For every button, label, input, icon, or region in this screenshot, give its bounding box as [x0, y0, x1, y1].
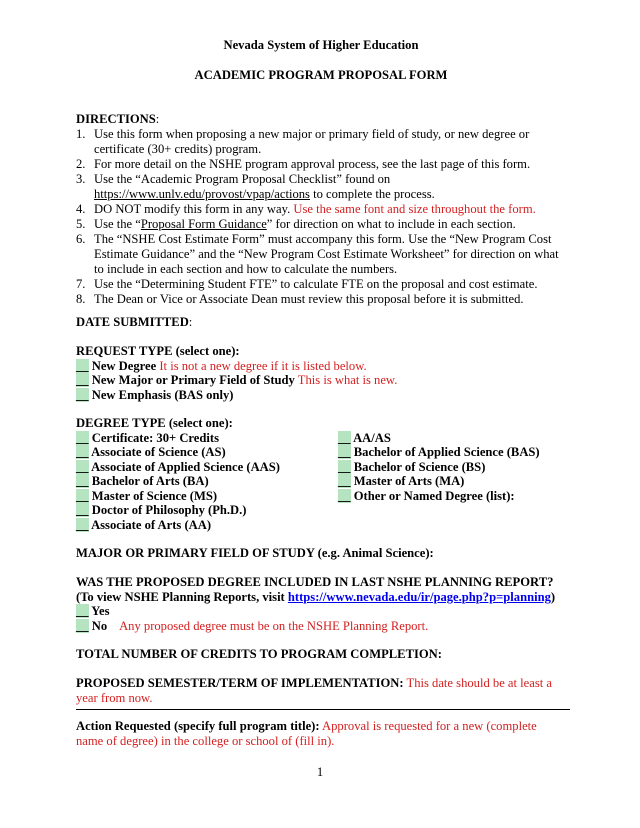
request-option-new-major[interactable]: __ New Major or Primary Field of Study This is what is new.: [76, 373, 398, 387]
direction-item: 1. Use this form when proposing a new major or primary field of study, or new degree or certificate (30+ credits) program.: [76, 127, 530, 156]
planning-question: WAS THE PROPOSED DEGREE INCLUDED IN LAST NSHE PLANNING REPORT?: [76, 575, 554, 589]
degree-option[interactable]: __ AA/AS: [338, 430, 391, 445]
degree-right-column: [338, 431, 540, 504]
degree-option[interactable]: __ Bachelor of Science (BS): [338, 459, 486, 474]
degree-option[interactable]: __ Other or Named Degree (list):: [338, 488, 515, 503]
directions-section: [76, 112, 566, 307]
degree-option[interactable]: __ Associate of Arts (AA): [76, 517, 212, 532]
page-number: 1: [316, 765, 324, 779]
form-title: ACADEMIC PROGRAM PROPOSAL FORM: [194, 68, 448, 82]
proposal-guidance-link[interactable]: Proposal Form Guidance: [140, 217, 267, 231]
direction-item: 7. Use the “Determining Student FTE” to calculate FTE on the proposal and cost estimate.: [76, 277, 538, 291]
major-field-label[interactable]: MAJOR OR PRIMARY FIELD OF STUDY (e.g. Animal Science):: [76, 546, 434, 560]
degree-option[interactable]: __ Master of Arts (MA): [338, 474, 465, 488]
divider: [76, 709, 570, 710]
request-type-section: [76, 344, 566, 402]
degree-left-column: [76, 431, 280, 533]
total-credits-label[interactable]: TOTAL NUMBER OF CREDITS TO PROGRAM COMPLETION:: [76, 647, 442, 661]
action-requested-field[interactable]: Action Requested (specify full program title): Approval is requested for a new (complete name of degree) in the college or school of (fill in).: [76, 719, 537, 748]
planning-option-no[interactable]: __ No Any proposed degree must be on the NSHE Planning Report.: [76, 618, 429, 633]
direction-item: 4. DO NOT modify this form in any way. Use the same font and size throughout the form.: [76, 202, 536, 216]
degree-option[interactable]: __ Doctor of Philosophy (Ph.D.): [76, 503, 247, 517]
org-name: Nevada System of Higher Education: [223, 38, 419, 52]
implementation-field[interactable]: PROPOSED SEMESTER/TERM OF IMPLEMENTATION: This date should be at least a year from now.: [76, 676, 552, 705]
degree-option[interactable]: __ Associate of Applied Science (AAS): [76, 459, 280, 474]
degree-option[interactable]: __ Certificate: 30+ Credits: [76, 430, 219, 445]
directions-heading: DIRECTIONS:: [76, 112, 160, 126]
degree-type-heading: DEGREE TYPE (select one):: [76, 416, 233, 430]
request-option-new-degree[interactable]: __ New Degree It is not a new degree if it is listed below.: [76, 358, 367, 373]
planning-report-section: [76, 575, 566, 633]
degree-type-section: [76, 416, 566, 532]
planning-reports-link[interactable]: https://www.nevada.edu/ir/page.php?p=planning: [287, 589, 551, 604]
degree-option[interactable]: __ Bachelor of Arts (BA): [76, 474, 209, 488]
direction-item: 6. The “NSHE Cost Estimate Form” must accompany this form. Use the “New Program Cost Estimate Guidance” and the “New Program Cost Estimate Worksheet” for direction on what to include in each section and how to calculate the numbers.: [76, 232, 559, 276]
direction-item: 5. Use the “Proposal Form Guidance” for direction on what to include in each section.: [76, 217, 516, 231]
degree-option[interactable]: __ Associate of Science (AS): [76, 445, 226, 459]
request-option-new-emphasis[interactable]: __ New Emphasis (BAS only): [76, 387, 234, 402]
degree-option[interactable]: __ Bachelor of Applied Science (BAS): [338, 445, 540, 459]
directions-list: [76, 127, 566, 307]
vpap-actions-link[interactable]: https://www.unlv.edu/provost/vpap/actions: [94, 187, 310, 201]
direction-item: 8. The Dean or Vice or Associate Dean must review this proposal before it is submitted.: [76, 292, 524, 306]
planning-subtext: (To view NSHE Planning Reports, visit https://www.nevada.edu/ir/page.php?p=planning): [76, 589, 556, 604]
planning-option-yes[interactable]: __ Yes: [76, 604, 110, 618]
direction-item: 3. Use the “Academic Program Proposal Checklist” found on https://www.unlv.edu/provost/vpap/actions to complete the process.: [76, 172, 435, 201]
degree-option[interactable]: __ Master of Science (MS): [76, 488, 218, 503]
date-submitted-field[interactable]: DATE SUBMITTED:: [76, 315, 193, 329]
request-type-heading: REQUEST TYPE (select one):: [76, 344, 240, 358]
direction-item: 2. For more detail on the NSHE program approval process, see the last page of this form.: [76, 157, 531, 171]
